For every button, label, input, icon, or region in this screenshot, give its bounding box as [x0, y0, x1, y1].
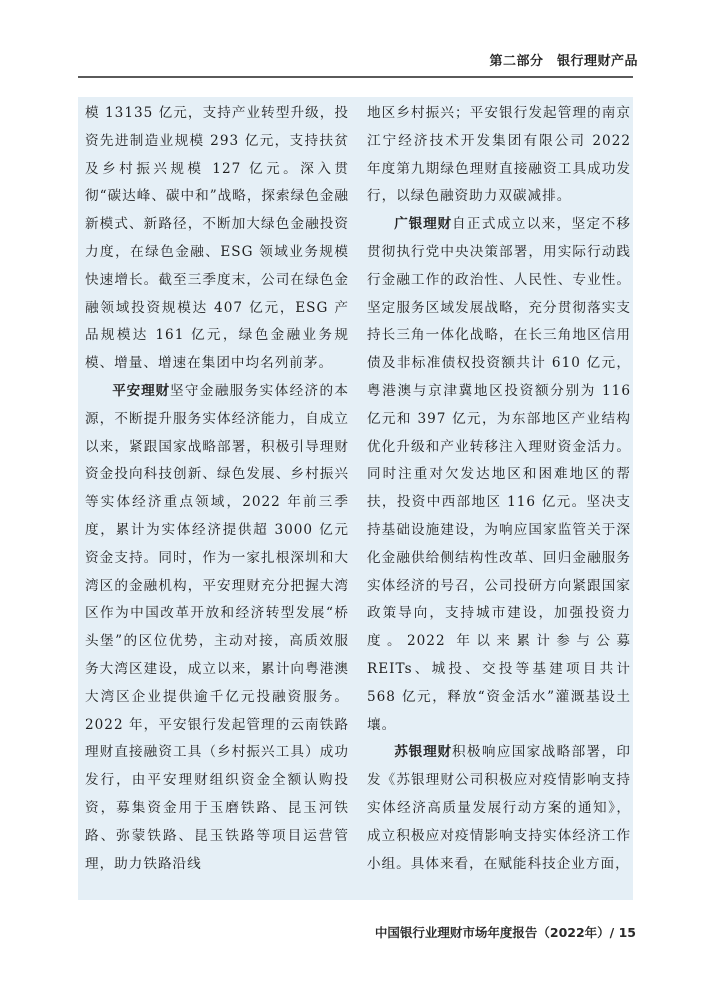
paragraph-text: 自正式成立以来，坚定不移贯彻执行党中央决策部署，用实际行动践行金融工作的政治性、人民性、专业性。坚定服务区域发展战略，充分贯彻落实支持长三角一体化战略，在长三角地区信用债及非标准债权投资额共计 610 亿元，粤港澳与京津冀地区投资额分别为 116 亿元和 397 亿元，为东部地区产业结构优化升级和产业转移注入理财资金活力。同时注重对欠发达地区和困难地区的帮扶，投资中西部地区 116 亿元。坚决支持基础设施建设，为响应国家监管关于深化金融供给侧结构性改革、回归金融服务实体经济的号召，公司投研方向紧跟国家政策导向，支持城市建设，加强投资力度。2022 年以来累计参与公募 REITs、城投、交投等基建项目共计 568 亿元，释放“资金活水”灌溉基设土壤。 [367, 216, 632, 733]
paragraph: 地区乡村振兴；平安银行发起管理的南京江宁经济技术开发集团有限公司 2022 年度第九期绿色理财直接融资工具成功发行，以绿色融资助力双碳减排。 [367, 105, 631, 205]
header-divider [78, 76, 633, 78]
org-name: 苏银理财 [394, 744, 452, 761]
page-footer: 中国银行业理财市场年度报告（2022年）/ 15 [374, 925, 636, 940]
paragraph [85, 378, 349, 878]
paragraph [367, 739, 631, 878]
org-name: 平安理财 [112, 382, 170, 399]
paragraph-text: 坚守金融服务实体经济的本源，不断提升服务实体经济能力，自成立以来，紧跟国家战略部署，积极引导理财资金投向科技创新、绿色发展、乡村振兴等实体经济重点领域，2022 年前三季度，累计为实体经济提供超 3000 亿元资金支持。同时，作为一家扎根深圳和大湾区的金融机构，平安理财充分把握大湾区作为中国改革开放和经济转型发展“桥头堡”的区位优势，主动对接，高质效服务大湾区建设，成立以来，累计向粤港澳大湾区企业提供逾千亿元投融资服务。2022 年，平安银行发起管理的云南铁路理财直接融资工具（乡村振兴工具）成功发行，由平安理财组织资金全额认购投资，募集资金用于玉磨铁路、昆玉河铁路、弥蒙铁路、昆玉铁路等项目运营管理，助力铁路沿线 [85, 382, 350, 872]
paragraph-text: 积极响应国家战略部署，印发《苏银理财公司积极应对疫情影响支持实体经济高质量发展行动方案的通知》，成立积极应对疫情影响支持实体经济工作小组。具体来看，在赋能科技企业方面， [367, 744, 632, 872]
left-column [85, 100, 349, 878]
paragraph [367, 211, 631, 739]
right-column [367, 100, 631, 878]
section-title: 第二部分 银行理财产品 [489, 54, 638, 69]
paragraph: 模 13135 亿元，支持产业转型升级，投资先进制造业规模 293 亿元，支持扶贫及乡村振兴规模 127 亿元。深入贯彻“碳达峰、碳中和”战略，探索绿色金融新模式、新路径，不断加大绿色金融投资力度，在绿色金融、ESG 领域业务规模快速增长。截至三季度末，公司在绿色金融领域投资规模达 407 亿元，ESG 产品规模达 161 亿元，绿色金融业务规模、增量、增速在集团中均名列前茅。 [85, 105, 349, 372]
org-name: 广银理财 [394, 216, 452, 233]
